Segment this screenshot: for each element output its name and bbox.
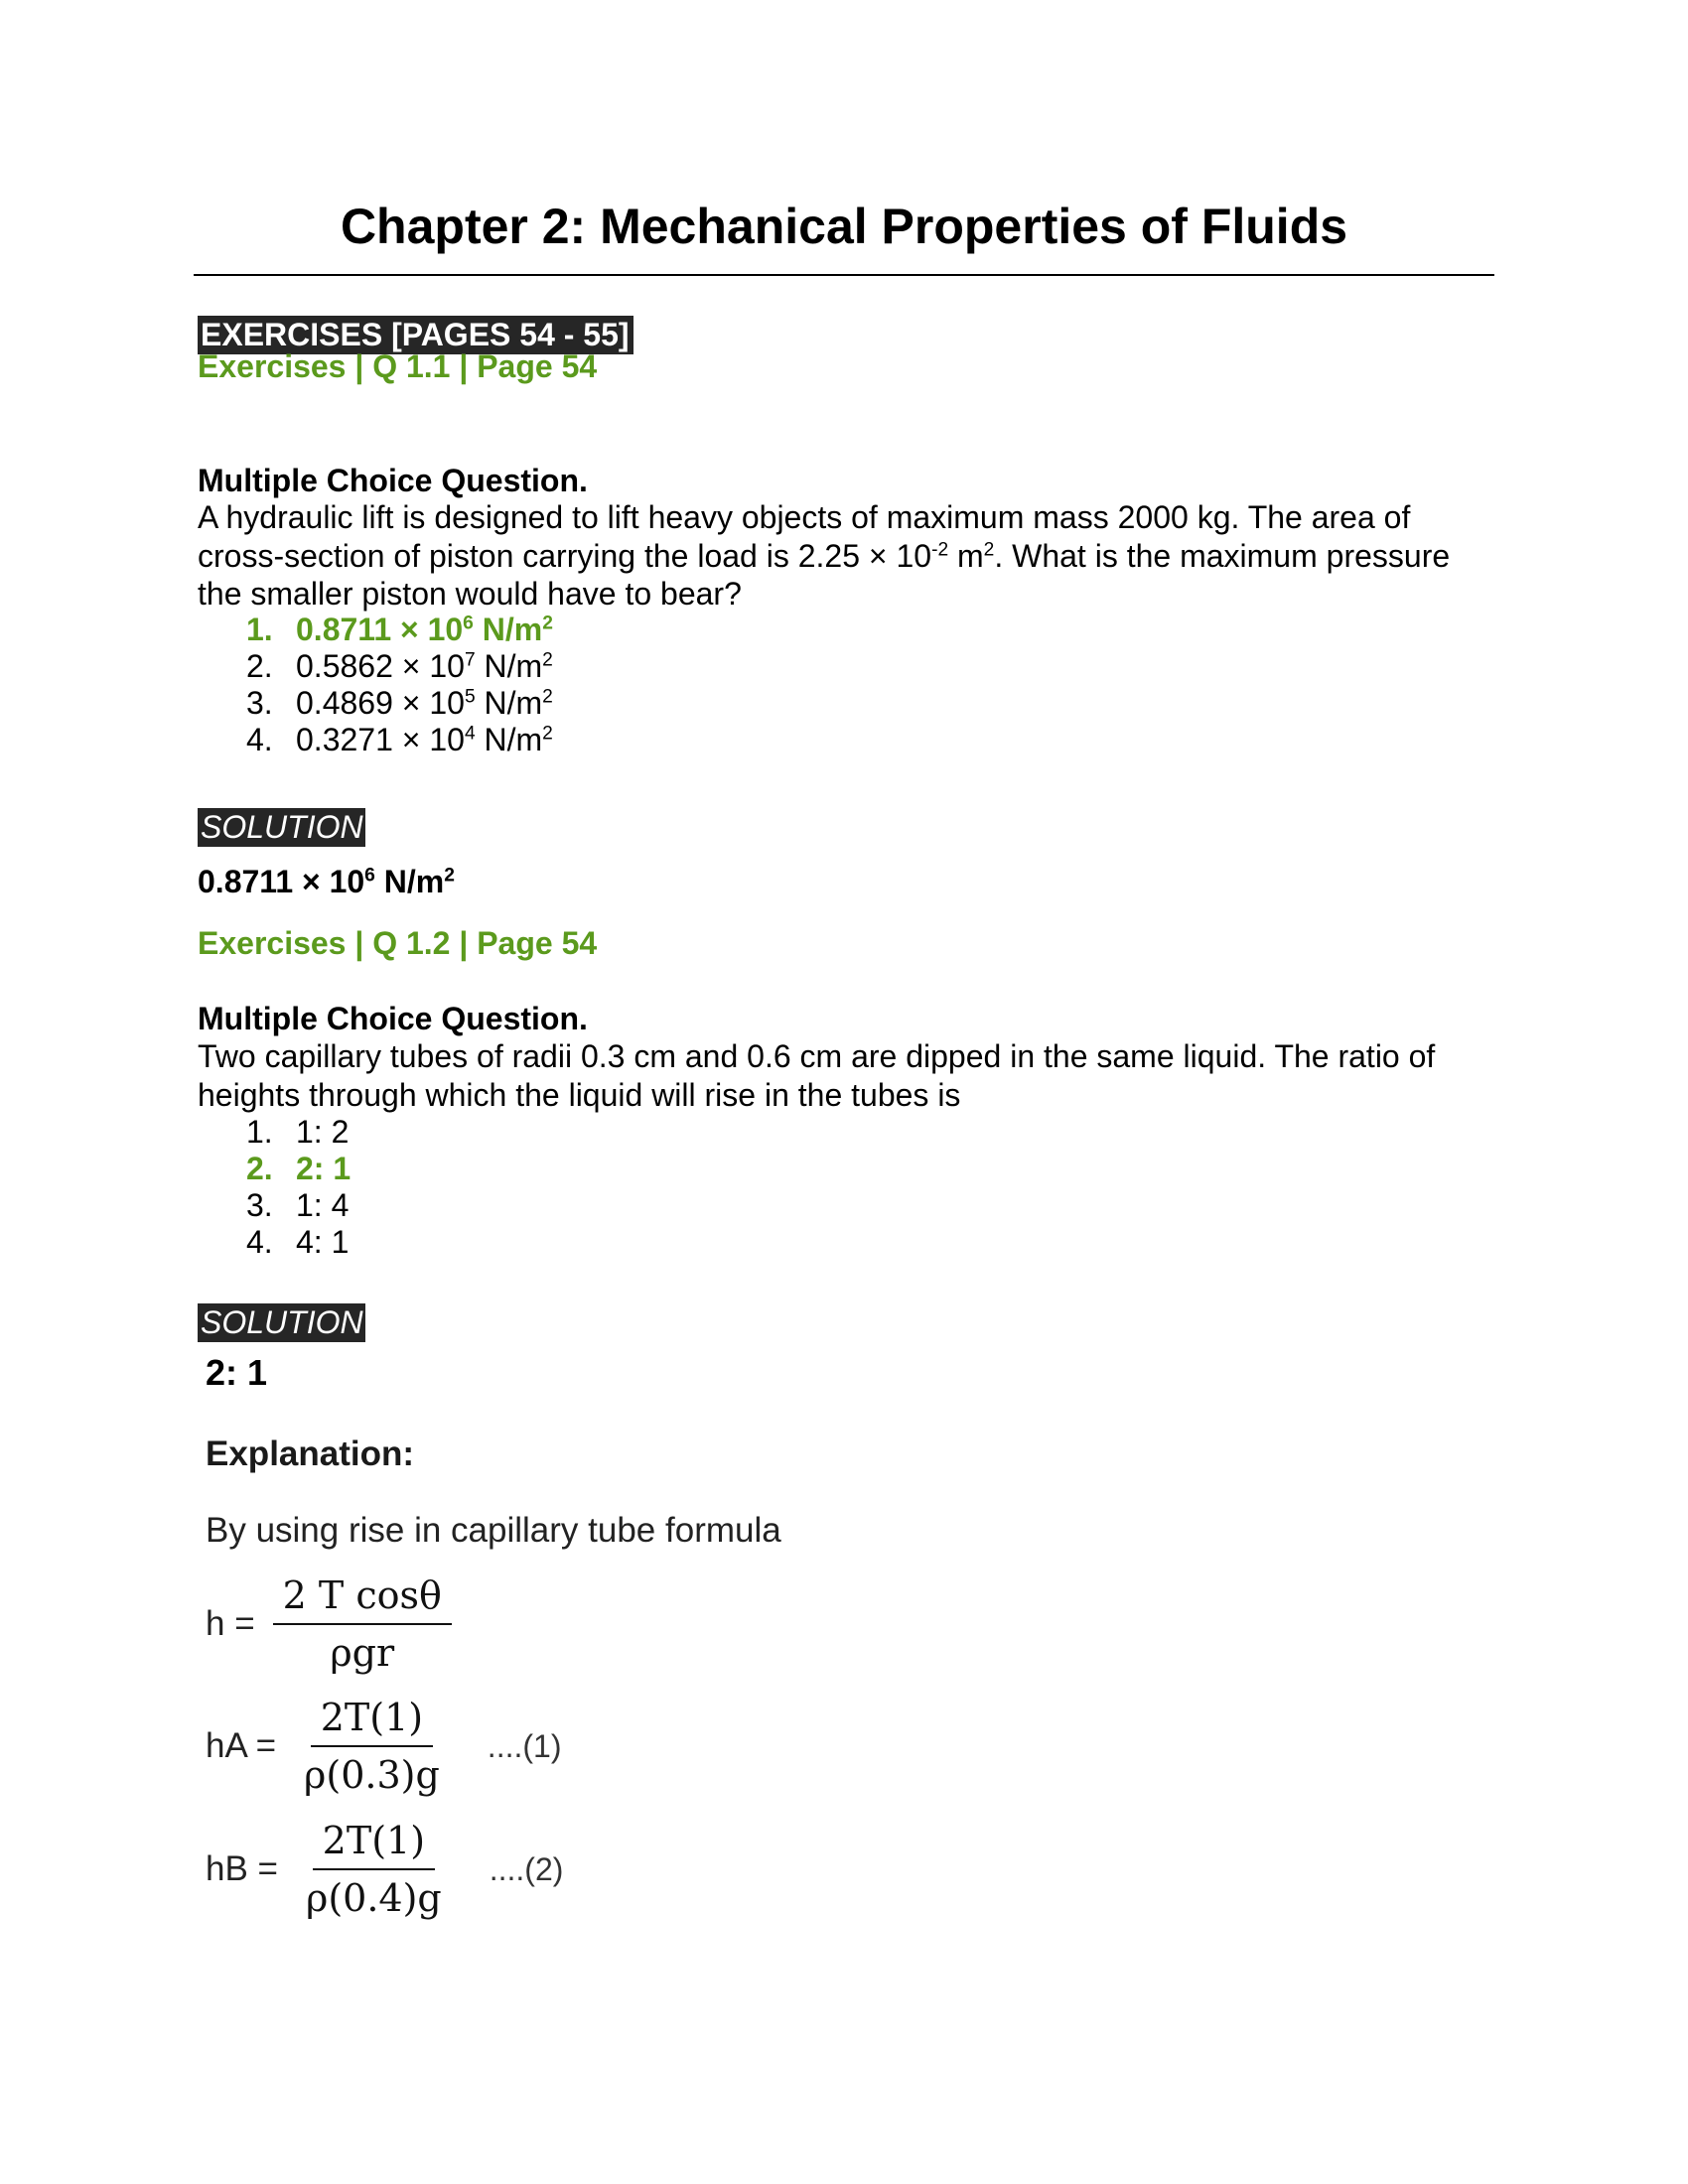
equation-lhs: hA = — [206, 1726, 277, 1765]
q2-exercise-link[interactable]: Exercises | Q 1.2 | Page 54 — [198, 925, 598, 961]
q1-options-list — [246, 612, 553, 758]
q1-option-1[interactable]: 1. $0.8711 \times 10^6$ $N/m^2$ — [246, 612, 553, 647]
fraction-numerator: 2T(1) — [313, 1819, 435, 1870]
fraction-denominator: ρ(0.3)g — [304, 1753, 440, 1797]
q2-option-3[interactable]: 3. 1: 4 — [246, 1187, 350, 1223]
equation-lhs: hB = — [206, 1849, 278, 1888]
q2-option-2[interactable]: 2. 2: 1 — [246, 1151, 352, 1186]
explanation-intro: By using rise in capillary tube formula — [206, 1511, 781, 1550]
equation-hB — [206, 1819, 563, 1920]
q1-solution-badge: SOLUTION — [198, 808, 365, 847]
q2-solution-badge: SOLUTION — [198, 1303, 365, 1342]
equation-h — [206, 1573, 452, 1675]
title-divider — [194, 274, 1494, 276]
q1-option-2[interactable]: 2. $0.5862 \times 10^7$ $N/m^2$ — [246, 648, 553, 684]
q1-heading: Multiple Choice Question. — [198, 463, 588, 498]
q2-question-text: Two capillary tubes of radii 0.3 cm and 0.6 cm are dipped in the same liquid. The ratio of heights through which the liquid will rise in the tubes is — [198, 1038, 1436, 1113]
chapter-title: Chapter 2: Mechanical Properties of Fluids — [340, 199, 1348, 254]
explanation-title: Explanation: — [206, 1434, 415, 1473]
q1-answer: $0.8711 \times 10^6$ $N/m^2$ — [198, 864, 455, 899]
q2-option-4[interactable]: 4. 4: 1 — [246, 1224, 350, 1260]
equation-fraction — [273, 1573, 452, 1675]
equation-fraction — [294, 1696, 450, 1797]
equation-fraction — [296, 1819, 452, 1920]
q2-options-list — [246, 1114, 351, 1261]
q1-exercise-link[interactable]: Exercises | Q 1.1 | Page 54 — [198, 348, 598, 384]
equation-tag: ....(1) — [487, 1727, 562, 1764]
fraction-denominator: ρgr — [330, 1631, 395, 1675]
equation-lhs: h = — [206, 1604, 255, 1643]
q2-answer: 2: 1 — [206, 1352, 268, 1393]
exercises-section-banner: EXERCISES [PAGES 54 - 55] — [198, 316, 633, 354]
q1-question-text: A hydraulic lift is designed to lift heavy objects of maximum mass 2000 kg. The area of cross-section of piston carrying the load is $2.25 \times 10^{-2}$ $m^2$. What is the maximum pressure the smaller piston would have to bear? — [198, 499, 1451, 612]
equation-tag: ....(2) — [489, 1850, 564, 1887]
fraction-numerator: 2 T cosθ — [273, 1573, 452, 1625]
q2-option-1[interactable]: 1. 1: 2 — [246, 1114, 350, 1150]
q1-option-4[interactable]: 4. $0.3271 \times 10^4$ $N/m^2$ — [246, 722, 553, 757]
q2-heading: Multiple Choice Question. — [198, 1001, 588, 1036]
fraction-denominator: ρ(0.4)g — [305, 1876, 442, 1920]
equation-hA — [206, 1696, 561, 1797]
q1-option-3[interactable]: 3. $0.4869 \times 10^5$ $N/m^2$ — [246, 685, 553, 721]
fraction-numerator: 2T(1) — [311, 1696, 433, 1747]
